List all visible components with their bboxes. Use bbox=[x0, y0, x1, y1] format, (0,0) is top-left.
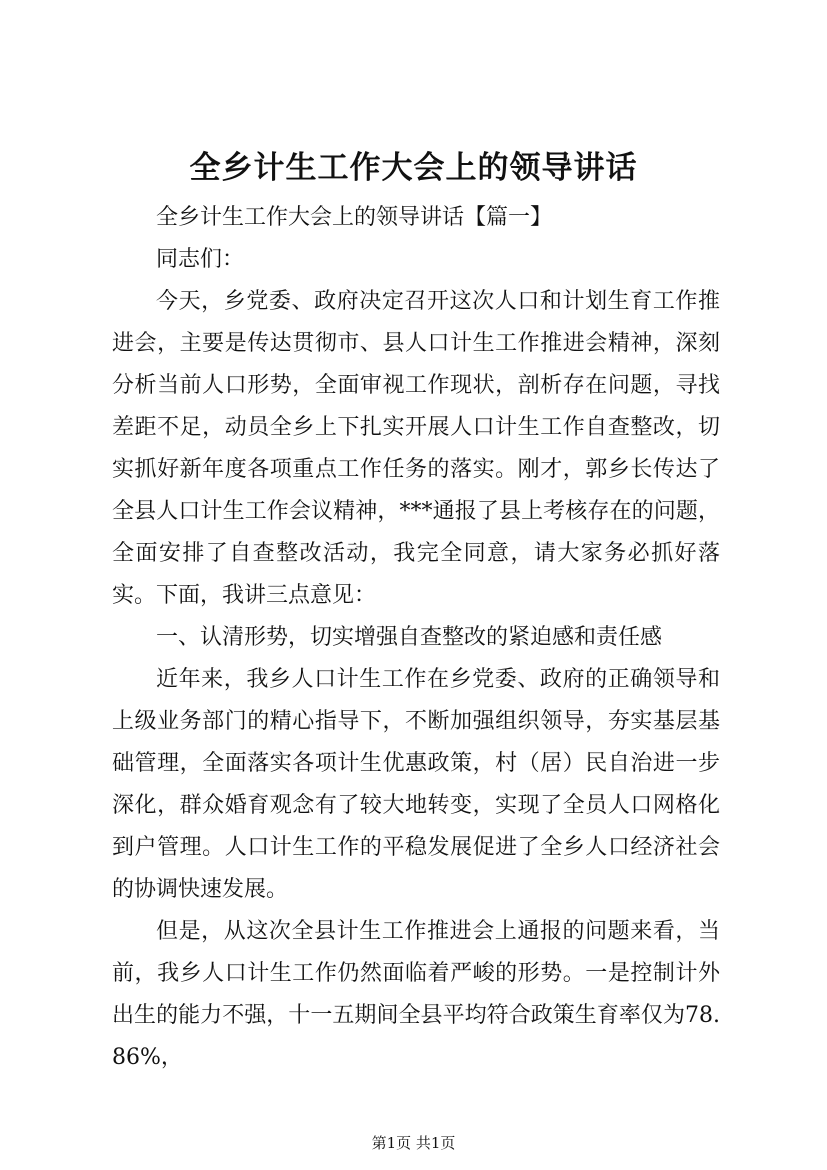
document-title: 全乡计生工作大会上的领导讲话 bbox=[189, 150, 638, 186]
salutation: 同志们： bbox=[156, 247, 245, 272]
document-body bbox=[112, 197, 720, 1079]
body-paragraph: 近年来，我乡人口计生工作在乡党委、政府的正确领导和上级业务部门的精心指导下，不断加强组织领导，夯实基层基础管理，全面落实各项计生优惠政策，村（居）民自治进一步深化，群众婚育观念有了较大地转变，实现了全员人口网格化到户管理。人口计生工作的平稳发展促进了全乡人口经济社会的协调快速发展。 bbox=[112, 667, 720, 902]
body-paragraph: 但是，从这次全县计生工作推进会上通报的问题来看，当前，我乡人口计生工作仍然面临着严峻的形势。一是控制计外出生的能力不强，十一五期间全县平均符合政策生育率仅为78.86%， bbox=[112, 919, 720, 1070]
subsection-heading: 一、认清形势，切实增强自查整改的紧迫感和责任感 bbox=[156, 625, 663, 650]
body-paragraph: 今天，乡党委、政府决定召开这次人口和计划生育工作推进会，主要是传达贯彻市、县人口计生工作推进会精神，深刻分析当前人口形势，全面审视工作现状，剖析存在问题，寻找差距不足，动员全乡上下扎实开展人口计生工作自查整改，切实抓好新年度各项重点工作任务的落实。刚才，郭乡长传达了全县人口计生工作会议精神，***通报了县上考核存在的问题，全面安排了自查整改活动，我完全同意，请大家务必抓好落实。下面，我讲三点意见： bbox=[112, 289, 720, 608]
section-heading: 全乡计生工作大会上的领导讲话【篇一】 bbox=[156, 205, 553, 230]
page-footer: 第1页 共1页 bbox=[371, 1134, 456, 1152]
